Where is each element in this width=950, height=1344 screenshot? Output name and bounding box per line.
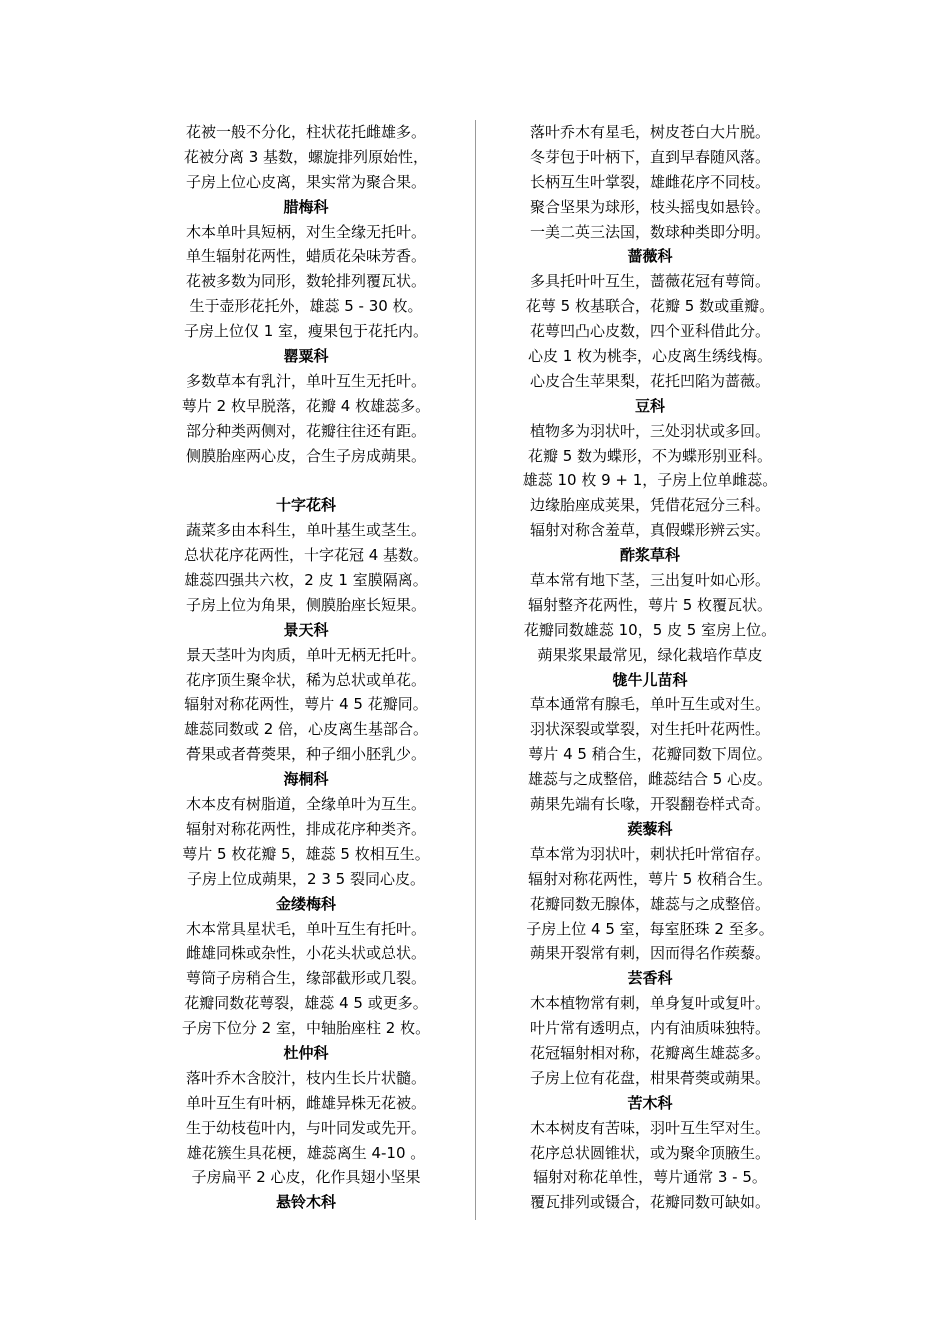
left-verse-line: 子房扁平 2 心皮，化作具翅小坚果 <box>191 1168 421 1187</box>
left-verse-line: 萼筒子房稍合生，缘部截形或几裂。 <box>185 969 426 988</box>
right-verse-line: 蒴果开裂常有刺，因而得名作蒺藜。 <box>529 944 770 963</box>
left-verse-line: 木本单叶具短柄，对生全缘无托叶。 <box>185 222 426 241</box>
right-family-heading: 苦木科 <box>627 1093 673 1112</box>
left-verse-line: 木本皮有树脂道，全缘单叶为互生。 <box>185 795 426 814</box>
right-verse-line: 花萼凹凸心皮数，四个亚科借此分。 <box>529 322 770 341</box>
left-verse-line: 雌雄同株或杂性，小花头状或总状。 <box>185 944 426 963</box>
left-verse-line: 生于幼枝苞叶内，与叶同发或先开。 <box>185 1118 426 1137</box>
left-verse-line: 子房上位仅 1 室，瘦果包于花托内。 <box>183 322 429 341</box>
right-verse-line: 花冠辐射相对称，花瓣离生雄蕊多。 <box>529 1043 770 1062</box>
right-verse-line: 叶片常有透明点，内有油质味独特。 <box>529 1019 770 1038</box>
left-verse-line: 多数草本有乳汁，单叶互生无托叶。 <box>185 371 426 390</box>
left-verse-line: 花序顶生聚伞状，稀为总状或单花。 <box>185 670 426 689</box>
right-verse-line: 子房上位 4 5 室，每室胚珠 2 至多。 <box>526 919 774 938</box>
left-family-heading: 杜仲科 <box>283 1043 329 1062</box>
left-verse-line: 子房上位为角果，侧膜胎座长短果。 <box>185 595 426 614</box>
right-verse-line: 辐射对称花单性，萼片通常 3 - 5。 <box>533 1168 767 1187</box>
right-verse-line: 覆瓦排列或镊合，花瓣同数可缺如。 <box>529 1193 770 1212</box>
right-verse-line: 多具托叶叶互生，蔷薇花冠有萼筒。 <box>529 272 770 291</box>
right-family-heading: 蔷薇科 <box>627 247 673 266</box>
left-verse-line: 蔬菜多由本科生，单叶基生或茎生。 <box>185 521 426 540</box>
right-verse-line: 花瓣同数雄蕊 10，5 皮 5 室房上位。 <box>523 620 777 639</box>
right-verse-line: 草本常有地下茎，三出复叶如心形。 <box>529 571 770 590</box>
right-verse-line: 花序总状圆锥状，或为聚伞顶腋生。 <box>529 1143 770 1162</box>
right-verse-line: 花瓣同数无腺体，雄蕊与之成整倍。 <box>529 894 770 913</box>
right-verse-line: 雄蕊 10 枚 9 + 1，子房上位单雌蕊。 <box>522 471 778 490</box>
right-verse-line: 落叶乔木有星毛，树皮苍白大片脱。 <box>529 123 770 141</box>
left-verse-line: 花被一般不分化，柱状花托雌雄多。 <box>185 123 426 141</box>
left-verse-line: 花瓣同数花萼裂，雄蕊 4 5 或更多。 <box>184 994 428 1013</box>
right-verse-line: 植物多为羽状叶，三处羽状或多回。 <box>529 421 770 440</box>
left-verse-line: 雄花簇生具花梗，雄蕊离生 4-10 。 <box>186 1143 426 1162</box>
right-verse-line: 草本常为羽状叶，刺状托叶常宿存。 <box>529 844 770 863</box>
left-verse-line: 辐射对称花两性，萼片 4 5 花瓣同。 <box>184 695 428 714</box>
left-verse-line: 景天茎叶为肉质，单叶无柄无托叶。 <box>185 645 426 664</box>
right-verse-line: 花萼 5 枚基联合，花瓣 5 数或重瓣。 <box>525 297 775 316</box>
left-verse-line: 子房下位分 2 室，中轴胎座柱 2 枚。 <box>181 1019 431 1038</box>
left-verse-line: 单生辐射花两性，蜡质花朵味芳香。 <box>185 247 426 266</box>
right-verse-line: 一美二英三法国，数球种类即分明。 <box>529 222 770 241</box>
right-family-heading: 牻牛儿苗科 <box>612 670 688 689</box>
left-verse-line: 花被分离 3 基数，螺旋排列原始性， <box>183 147 429 166</box>
right-verse-line: 心皮合生苹果梨，花托凹陷为蔷薇。 <box>529 371 770 390</box>
right-verse-line: 聚合坚果为球形，枝头摇曳如悬铃。 <box>529 197 770 216</box>
right-verse-line: 辐射整齐花两性，萼片 5 枚覆瓦状。 <box>527 595 773 614</box>
right-verse-line: 冬芽包于叶柄下，直到早春随风落。 <box>529 147 770 166</box>
right-verse-line: 蒴果浆果最常见，绿化栽培作草皮 <box>537 645 763 664</box>
right-family-heading: 豆科 <box>634 396 665 415</box>
left-verse-line: 部分种类两侧对，花瓣往往还有距。 <box>185 421 426 440</box>
column-divider <box>475 120 476 1220</box>
left-family-heading: 十字花科 <box>275 496 336 515</box>
left-family-heading: 景天科 <box>283 620 329 639</box>
right-column <box>505 120 795 1215</box>
left-verse-line: 雄蕊四强共六枚，2 皮 1 室膜隔离。 <box>184 571 428 590</box>
right-verse-line: 辐射对称花两性，萼片 5 枚稍合生。 <box>527 869 773 888</box>
right-verse-line: 蒴果先端有长喙，开裂翻卷样式奇。 <box>529 795 770 814</box>
left-family-heading: 悬铃木科 <box>275 1193 336 1212</box>
right-verse-line: 子房上位有花盘，柑果蓇葖或蒴果。 <box>529 1068 770 1087</box>
left-family-heading: 腊梅科 <box>283 197 329 216</box>
right-verse-line: 木本植物常有刺，单身复叶或复叶。 <box>529 994 770 1013</box>
right-verse-line: 萼片 4 5 稍合生，花瓣同数下周位。 <box>528 745 772 764</box>
right-family-heading: 芸香科 <box>627 969 673 988</box>
right-verse-line: 花瓣 5 数为蝶形，不为蝶形别亚科。 <box>527 446 773 465</box>
right-verse-line: 雄蕊与之成整倍，雌蕊结合 5 心皮。 <box>527 770 773 789</box>
left-verse-line: 木本常具星状毛，单叶互生有托叶。 <box>185 919 426 938</box>
left-family-heading: 罂粟科 <box>283 347 329 366</box>
right-family-heading: 蒺藜科 <box>627 819 673 838</box>
left-verse-line: 蓇果或者蓇葖果，种子细小胚乳少。 <box>185 745 426 764</box>
left-verse-line: 落叶乔木含胶汁，枝内生长片状髓。 <box>185 1068 426 1087</box>
left-verse-line: 子房上位心皮离，果实常为聚合果。 <box>185 172 426 191</box>
left-column <box>160 120 452 1215</box>
left-family-heading: 金缕梅科 <box>275 894 336 913</box>
right-verse-line: 心皮 1 枚为桃李，心皮离生绣线梅。 <box>527 347 773 366</box>
left-verse-line: 辐射对称花两性，排成花序种类齐。 <box>185 819 426 838</box>
right-verse-line: 木本树皮有苦味，羽叶互生罕对生。 <box>529 1118 770 1137</box>
left-verse-line: 萼片 5 枚花瓣 5，雄蕊 5 枚相互生。 <box>182 844 430 863</box>
right-family-heading: 酢浆草科 <box>619 546 680 565</box>
right-verse-line: 长柄互生叶掌裂，雄雌花序不同枝。 <box>529 172 770 191</box>
right-verse-line: 羽状深裂或掌裂，对生托叶花两性。 <box>529 720 770 739</box>
right-verse-line: 边缘胎座成荚果，凭借花冠分三科。 <box>529 496 770 515</box>
left-family-heading: 海桐科 <box>283 770 329 789</box>
left-verse-line: 生于壶形花托外，雄蕊 5 - 30 枚。 <box>189 297 423 316</box>
right-verse-line: 草本通常有腺毛，单叶互生或对生。 <box>529 695 770 714</box>
left-verse-line: 侧膜胎座两心皮，合生子房成蒴果。 <box>185 446 426 465</box>
left-verse-line: 单叶互生有叶柄，雌雄异株无花被。 <box>185 1093 426 1112</box>
left-verse-line: 萼片 2 枚早脱落，花瓣 4 枚雄蕊多。 <box>181 396 431 415</box>
left-verse-line: 雄蕊同数或 2 倍，心皮离生基部合。 <box>183 720 429 739</box>
left-verse-line: 总状花序花两性，十字花冠 4 基数。 <box>183 546 429 565</box>
left-blank-line <box>160 468 452 493</box>
left-verse-line: 花被多数为同形，数轮排列覆瓦状。 <box>185 272 426 291</box>
right-verse-line: 辐射对称含羞草，真假蝶形辨云实。 <box>529 521 770 540</box>
left-verse-line: 子房上位成蒴果，2 3 5 裂同心皮。 <box>187 869 425 888</box>
